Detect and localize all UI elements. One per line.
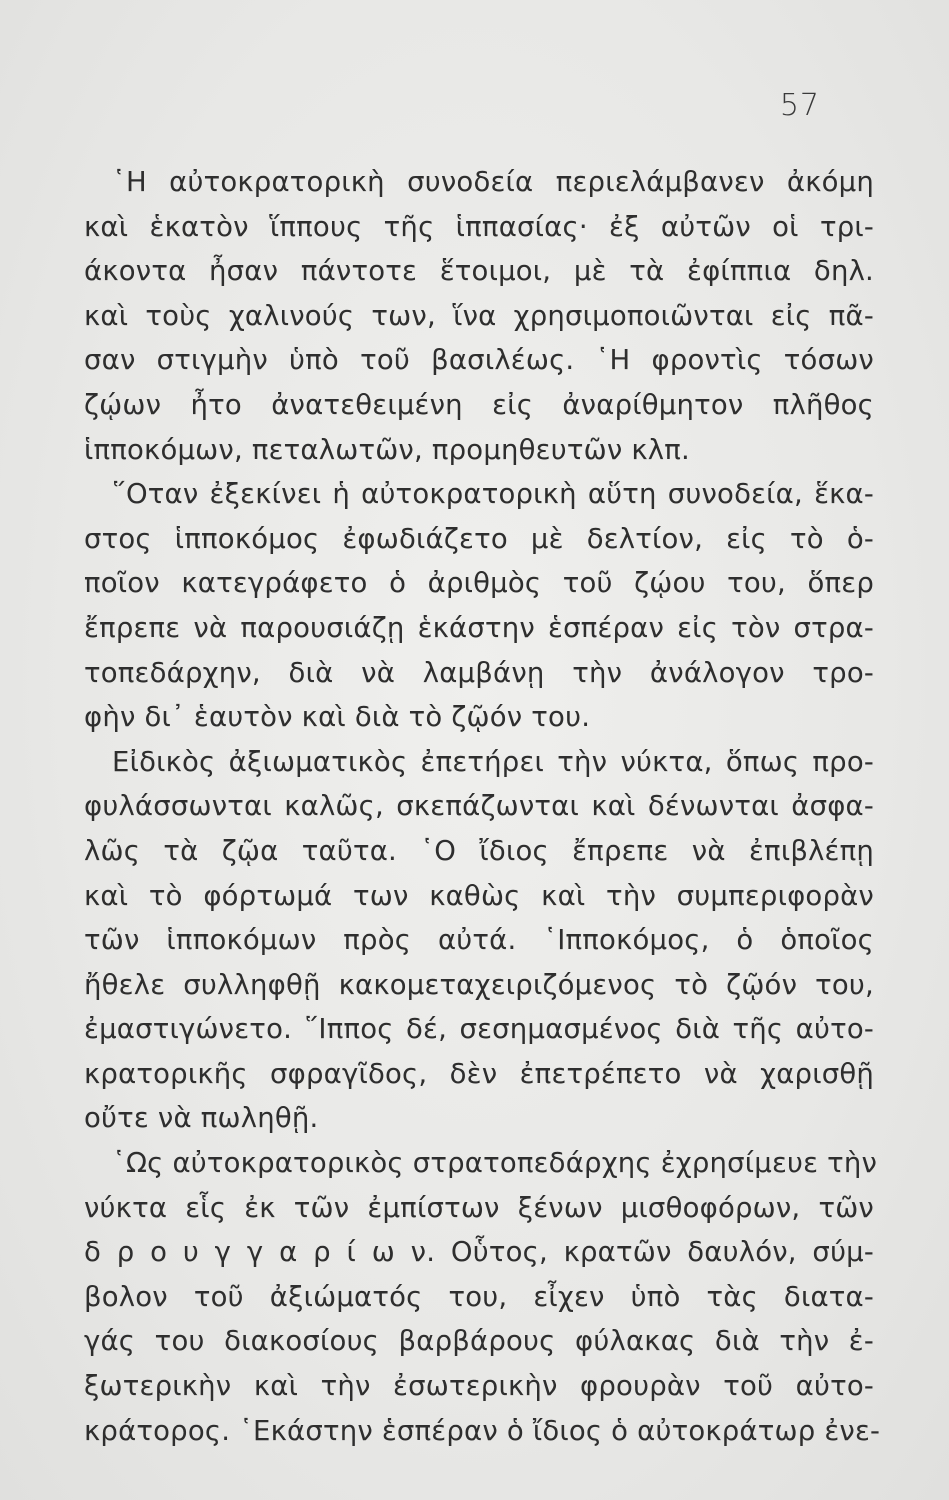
- text-line-5: σαν στιγμὴν ὑπὸ τοῦ βασιλέως. ῾Η φροντὶς τόσων: [84, 344, 874, 377]
- text-line-25: δ ρ ο υ γ γ α ρ ί ω ν. Οὗτος, κρατῶν δαυλόν, σύμ-: [84, 1236, 874, 1269]
- text-line-11: ἔπρεπε νὰ παρουσιάζῃ ἑκάστην ἑσπέραν εἰς τὸν στρα-: [84, 611, 874, 644]
- text-line-9: στος ἱπποκόμος ἐφωδιάζετο μὲ δελτίον, εἰς τὸ ὁ-: [84, 522, 874, 555]
- text-line-18: τῶν ἱπποκόμων πρὸς αὐτά. ῾Ιπποκόμος, ὁ ὁποῖος: [84, 924, 874, 957]
- text-line-28: ξωτερικὴν καὶ τὴν ἐσωτερικὴν φρουρὰν τοῦ αὐτο-: [84, 1370, 874, 1403]
- text-line-29: κράτορος. ῾Εκάστην ἑσπέραν ὁ ἴδιος ὁ αὐτοκράτωρ ἐνε-: [84, 1414, 881, 1447]
- text-line-23: ῾Ως αὐτοκρατορικὸς στρατοπεδάρχης ἐχρησίμευε τὴν: [112, 1147, 878, 1180]
- text-line-27: γάς του διακοσίους βαρβάρους φύλακας διὰ τὴν ἐ-: [84, 1325, 874, 1358]
- text-line-21: κρατορικῆς σφραγῖδος, δὲν ἐπετρέπετο νὰ χαρισθῇ: [84, 1057, 874, 1090]
- text-line-8: ῞Οταν ἐξεκίνει ἡ αὐτοκρατορικὴ αὕτη συνοδεία, ἕκα-: [112, 478, 874, 511]
- page-number: 57: [779, 88, 820, 123]
- text-line-3: άκοντα ἦσαν πάντοτε ἕτοιμοι, μὲ τὰ ἐφίππια δηλ.: [84, 255, 874, 288]
- text-line-10: ποῖον κατεγράφετο ὁ ἀριθμὸς τοῦ ζῴου του, ὅπερ: [84, 567, 874, 600]
- text-line-17: καὶ τὸ φόρτωμά των καθὼς καὶ τὴν συμπεριφορὰν: [84, 879, 874, 912]
- text-line-7: ἱπποκόμων, πεταλωτῶν, προμηθευτῶν κλπ.: [84, 433, 690, 466]
- text-line-12: τοπεδάρχην, διὰ νὰ λαμβάνῃ τὴν ἀνάλογον τρο-: [84, 656, 874, 689]
- text-line-2: καὶ ἑκατὸν ἵππους τῆς ἱππασίας· ἐξ αὐτῶν οἱ τρι-: [84, 210, 874, 243]
- text-line-1: ῾Η αὐτοκρατορικὴ συνοδεία περιελάμβανεν ἀκόμη: [112, 166, 874, 198]
- text-line-15: φυλάσσωνται καλῶς, σκεπάζωνται καὶ δένωνται ἀσφα-: [84, 790, 874, 823]
- text-line-19: ἤθελε συλληφθῇ κακομεταχειριζόμενος τὸ ζῷόν του,: [84, 968, 874, 1001]
- text-line-4: καὶ τοὺς χαλινούς των, ἵνα χρησιμοποιῶνται εἰς πᾶ-: [84, 299, 874, 332]
- body-text: [84, 160, 881, 1453]
- text-line-16: λῶς τὰ ζῷα ταῦτα. ῾Ο ἴδιος ἔπρεπε νὰ ἐπιβλέπῃ: [84, 834, 874, 867]
- text-line-24: νύκτα εἷς ἐκ τῶν ἐμπίστων ξένων μισθοφόρων, τῶν: [84, 1191, 874, 1224]
- text-line-26: βολον τοῦ ἀξιώματός του, εἶχεν ὑπὸ τὰς διατα-: [84, 1280, 874, 1313]
- text-line-6: ζῴων ἦτο ἀνατεθειμένη εἰς ἀναρίθμητον πλῆθος: [84, 388, 874, 421]
- text-line-14: Εἰδικὸς ἀξιωματικὸς ἐπετήρει τὴν νύκτα, ὅπως προ-: [112, 745, 874, 778]
- text-line-13: φὴν δι᾿ ἑαυτὸν καὶ διὰ τὸ ζῷόν του.: [84, 701, 591, 734]
- text-line-20: ἐμαστιγώνετο. ῞Ιππος δέ, σεσημασμένος διὰ τῆς αὐτο-: [84, 1013, 874, 1046]
- text-line-22: οὔτε νὰ πωληθῇ.: [84, 1102, 319, 1135]
